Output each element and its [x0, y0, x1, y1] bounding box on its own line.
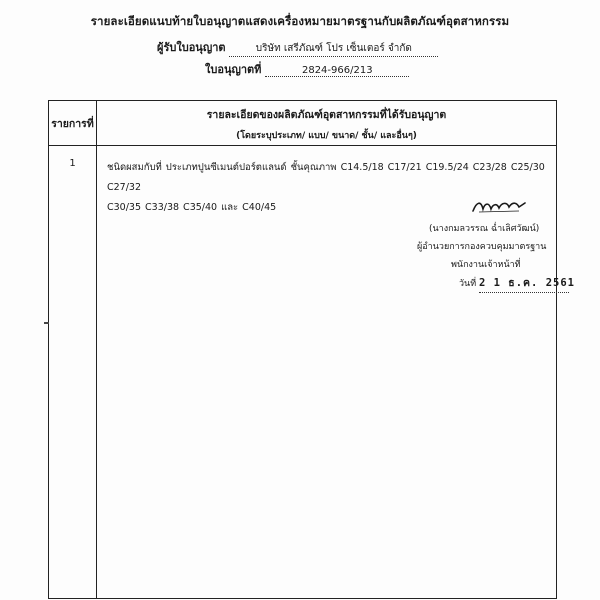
signature-date-row	[459, 274, 587, 293]
date-value: 2 1 ธ.ค. 2561	[479, 274, 569, 293]
license-number: 2824-966/213	[265, 65, 409, 77]
signatory-role: พนักงานเจ้าหน้าที่	[451, 260, 521, 270]
header-description	[97, 101, 557, 146]
row-description	[97, 146, 575, 599]
header-description-title: รายละเอียดของผลิตภัณฑ์อุตสาหกรรมที่ได้รับอนุญาต	[206, 109, 447, 121]
product-description-line: C30/35 C33/38 C35/40 และ C40/45	[107, 202, 277, 213]
date-label: วันที่	[459, 279, 477, 289]
license-label: ใบอนุญาตที่	[205, 63, 262, 76]
product-description-line: ชนิดผสมกับที่ ประเภทปูนซีเมนต์ปอร์ตแลนด์ ชั้นคุณภาพ C14.5/18 C17/21 C19.5/24 C23/28 C25/30 C27/32	[107, 162, 545, 193]
document-title: รายละเอียดแนบท้ายใบอนุญาตแสดงเครื่องหมายมาตรฐานกับผลิตภัณฑ์อุตสาหกรรม	[90, 14, 510, 28]
margin-mark	[44, 322, 49, 324]
header-item-number: รายการที่	[49, 101, 97, 146]
signature-block	[417, 220, 587, 293]
header-description-note: (โดยระบุประเภท/ แบบ/ ขนาด/ ชั้น/ และอื่นๆ)	[236, 131, 417, 141]
license-row	[205, 60, 409, 78]
grantee-row	[157, 38, 438, 57]
signatory-department: ผู้อำนวยการกองควบคุมมาตรฐาน	[417, 242, 547, 252]
row-item-number: 1	[49, 146, 97, 599]
signatory-name: (นางกมลวรรณ ฉ่ำเลิศวัฒน์)	[429, 224, 540, 234]
product-details-table	[48, 100, 575, 599]
grantee-label: ผู้รับใบอนุญาต	[157, 41, 226, 54]
table-row	[49, 146, 557, 599]
grantee-value: บริษัท เสรีภัณฑ์ โปร เซ็นเตอร์ จำกัด	[229, 41, 438, 57]
table-header-row	[49, 101, 557, 146]
handwritten-signature	[469, 197, 529, 217]
